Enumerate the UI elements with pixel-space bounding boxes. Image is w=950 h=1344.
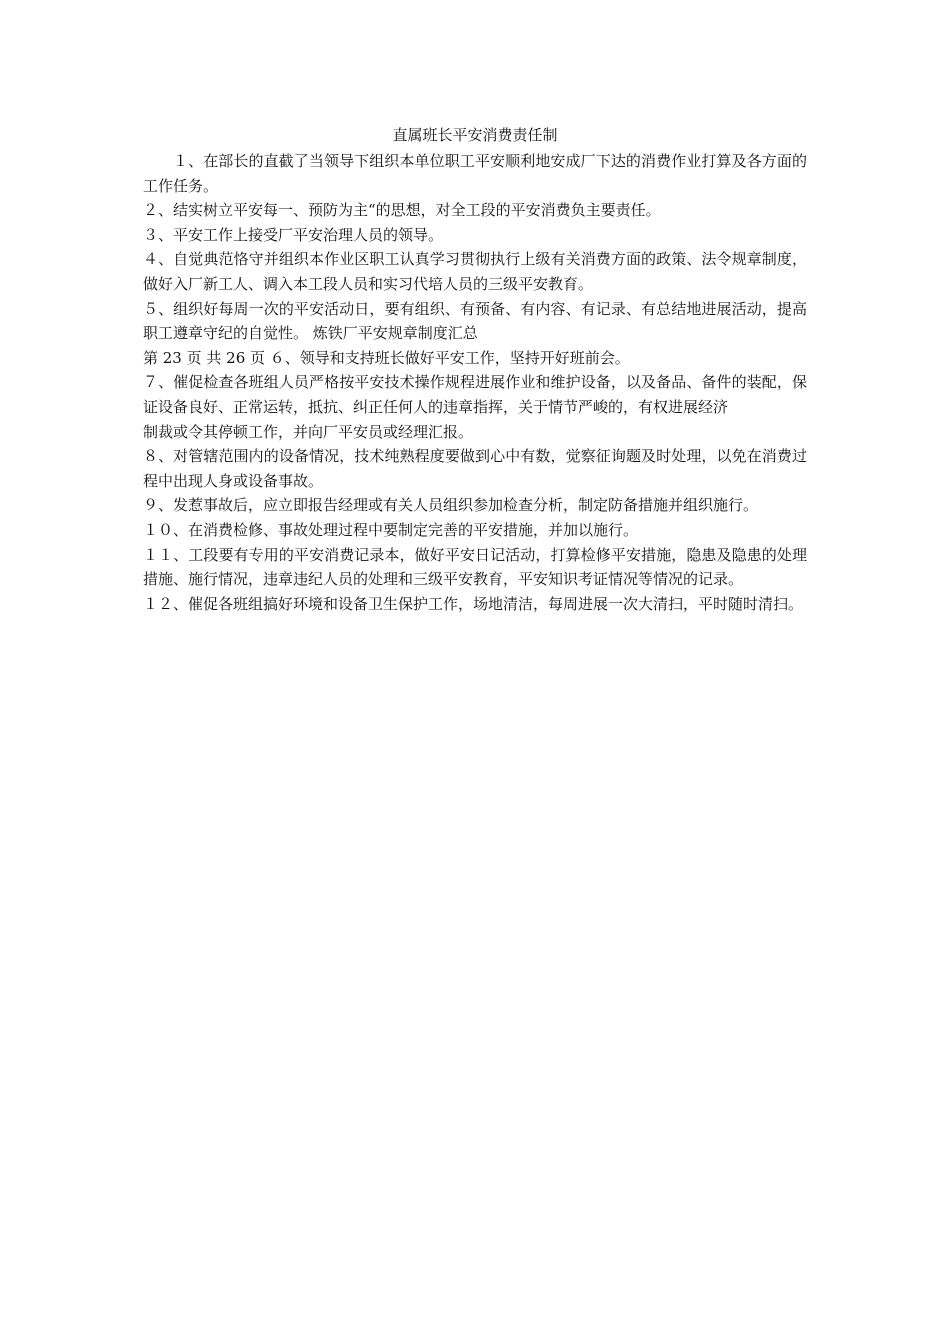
paragraph-10: １０、在消费检修、事故处理过程中要制定完善的平安措施，并加以施行。 bbox=[143, 520, 639, 539]
paragraph-4: ４、自觉典范恪守并组织本作业区职工认真学习贯彻执行上级有关消费方面的政策、法令规章制度，做好入厂新工人、调入本工段人员和实习代培人员的三级平安教育。 bbox=[143, 250, 807, 293]
document-body bbox=[143, 122, 807, 616]
paragraph-2: ２、结实树立平安每一、预防为主“的思想，对全工段的平安消费负主要责任。 bbox=[143, 201, 661, 220]
paragraph-1: １、在部长的直截了当领导下组织本单位职工平安顺利地安成厂下达的消费作业打算及各方面的工作任务。 bbox=[143, 152, 807, 195]
paragraph-7-continued: 制裁或令其停顿工作，并向厂平安员或经理汇报。 bbox=[143, 422, 474, 441]
paragraph-9: ９、发惹事故后，应立即报告经理或有关人员组织参加检查分析，制定防备措施并组织施行。 bbox=[143, 496, 759, 515]
paragraph-11: １１、工段要有专用的平安消费记录本，做好平安日记活动，打算检修平安措施，隐患及隐患的处理措施、施行情况，违章违纪人员的处理和三级平安教育，平安知识考证情况等情况的记录。 bbox=[143, 545, 807, 589]
paragraph-3: ３、平安工作上接受厂平安治理人员的领导。 bbox=[143, 225, 444, 244]
paragraph-12: １２、催促各班组搞好环境和设备卫生保护工作，场地清洁，每周进展一次大清扫，平时随时清扫。 bbox=[143, 594, 804, 613]
paragraph-5: ５、组织好每周一次的平安活动日，要有组织、有预备、有内容、有记录、有总结地进展活动，提高职工遵章守纪的自觉性。 炼铁厂平安规章制度汇总 bbox=[143, 299, 807, 343]
paragraph-7: ７、催促检查各班组人员严格按平安技术操作规程进展作业和维护设备，以及备品、备件的装配，保证设备良好、正常运转，抵抗、纠正任何人的违章指挥，关于情节严峻的，有权进展经济 bbox=[143, 373, 807, 416]
document-title: 直属班长平安消费责任制 bbox=[392, 126, 558, 144]
page-number-and-paragraph-6: 第 23 页 共 26 页 ６、领导和支持班长做好平安工作，坚持开好班前会。 bbox=[143, 348, 630, 367]
paragraph-8: ８、对管辖范围内的设备情况，技术纯熟程度要做到心中有数，觉察征询题及时处理，以免在消费过程中出现人身或设备事故。 bbox=[143, 447, 807, 490]
